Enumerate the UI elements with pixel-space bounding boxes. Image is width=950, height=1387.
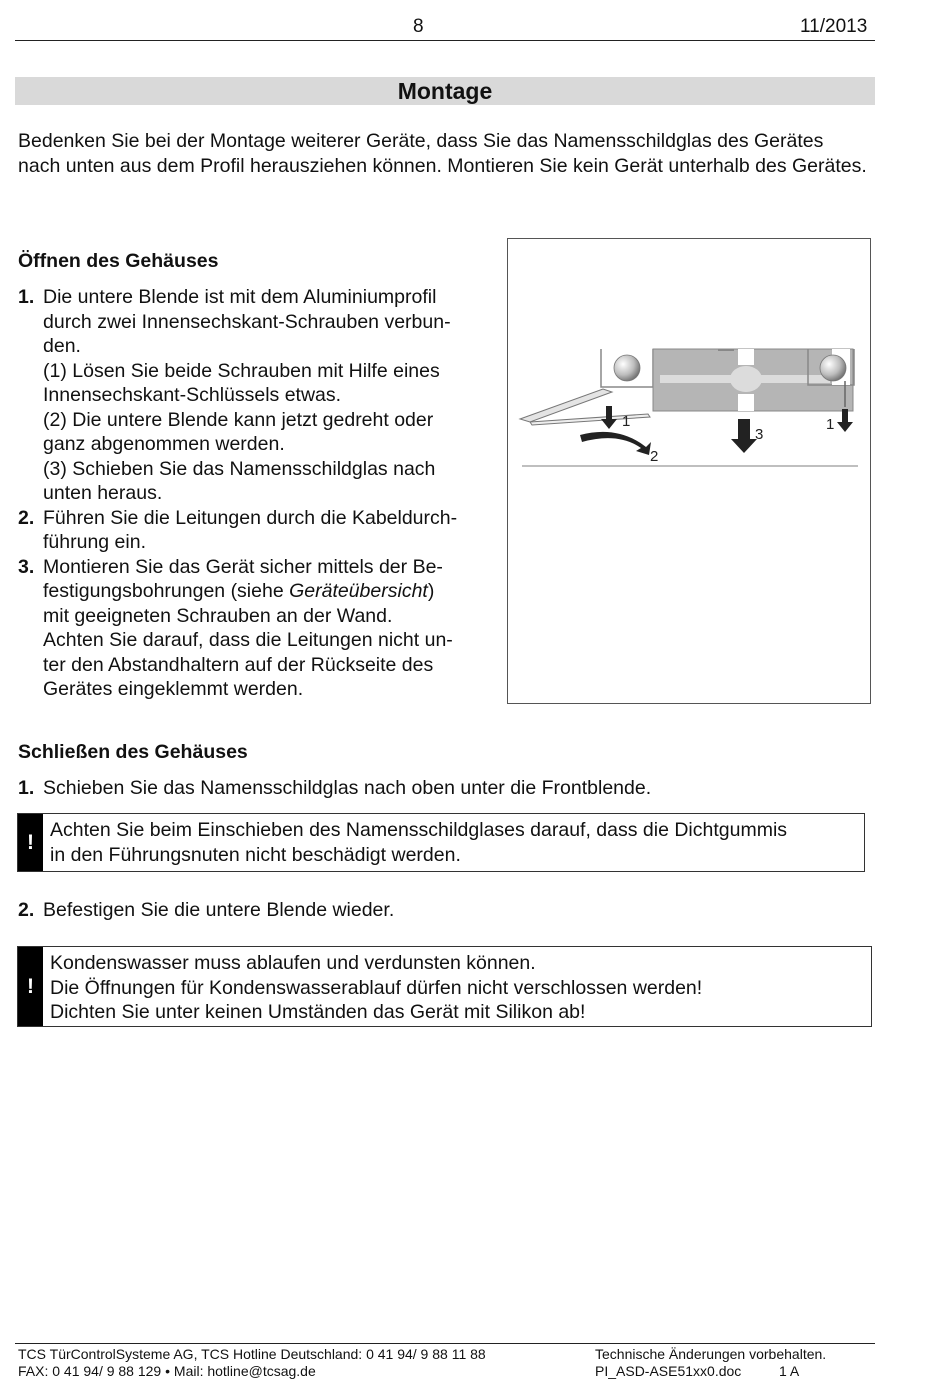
text-line: ganz abgenommen werden. [43, 433, 285, 455]
intro-paragraph: Bedenken Sie bei der Montage weiterer Geräte, dass Sie das Namensschildglas des Gerätes nach unten aus dem Profil herausziehen können. Montieren Sie kein Gerät unterhalb des Gerätes. [18, 130, 867, 177]
label-step-1: 1 [622, 413, 631, 430]
step-text: Befestigen Sie die untere Blende wieder. [43, 899, 395, 921]
text-line: Gerätes eingeklemmt werden. [43, 678, 304, 700]
step-text: Schieben Sie das Namensschildglas nach oben unter die Frontblende. [43, 777, 652, 799]
header-rule [15, 40, 875, 41]
text-line: Dichten Sie unter keinen Umständen das Gerät mit Silikon ab! [50, 1001, 586, 1023]
cross-reference: Geräteübersicht [289, 580, 428, 602]
step-number: 3. [18, 555, 35, 578]
text-line [43, 579, 503, 604]
document-date: 11/2013 [800, 16, 868, 37]
screw-right [820, 355, 846, 381]
footer-disclaimer: Technische Änderungen vorbehalten. [595, 1346, 827, 1362]
text-line: Montieren Sie das Gerät sicher mittels der Be- [43, 555, 443, 578]
step-number: 2. [18, 506, 35, 529]
text-line: Achten Sie beim Einschieben des Namensschildglases darauf, dass die Dichtgummis [50, 819, 788, 841]
text-line: (3) Schieben Sie das Namensschildglas nach [43, 457, 436, 480]
text-line: Achten Sie darauf, dass die Leitungen nicht un- [43, 629, 453, 651]
text-run: festigungsbohrungen (siehe [43, 580, 290, 602]
step-text [43, 555, 503, 702]
screw-left [614, 355, 640, 381]
arrow-down-icon [731, 419, 757, 453]
label-step-3: 3 [755, 426, 764, 443]
close-step-2 [18, 898, 868, 923]
footer-document-name: PI_ASD-ASE51xx0.doc [595, 1363, 742, 1379]
close-step-1 [18, 776, 868, 801]
close-housing-heading: Schließen des Gehäuses [18, 741, 248, 763]
housing-diagram-frame [507, 238, 871, 704]
housing-diagram [508, 239, 870, 703]
step-text [43, 285, 503, 506]
step-text [43, 506, 503, 555]
list-item [18, 285, 503, 506]
text-line: mit geeigneten Schrauben an der Wand. [43, 604, 393, 627]
text-run: ) [427, 580, 435, 602]
note-text [43, 947, 710, 1026]
note-text [43, 814, 795, 871]
step-number: 1. [18, 286, 35, 308]
list-item [18, 506, 503, 555]
text-line: Führen Sie die Leitungen durch die Kabeldurch- [43, 506, 458, 529]
text-line: ter den Abstandhaltern auf der Rückseite des [43, 653, 434, 676]
text-line: Die Öffnungen für Kondenswasserablauf dürfen nicht verschlossen werden! [50, 976, 703, 999]
label-step-2: 2 [650, 448, 659, 465]
text-line: Die untere Blende ist mit dem Aluminiumprofil [43, 286, 437, 308]
step-number: 2. [18, 899, 35, 921]
warning-icon: ! [18, 947, 43, 1026]
footer-company: TCS TürControlSysteme AG, TCS Hotline Deutschland: 0 41 94/ 9 88 11 88 [18, 1346, 486, 1362]
open-housing-steps [18, 285, 503, 702]
text-line: (1) Lösen Sie beide Schrauben mit Hilfe eines [43, 359, 440, 382]
rotate-arrow-icon [580, 432, 651, 455]
aluminium-profile [601, 349, 854, 411]
warning-icon: ! [18, 814, 43, 871]
text-line: (2) Die untere Blende kann jetzt gedreht oder [43, 408, 434, 431]
list-item [18, 555, 503, 702]
footer-rule [15, 1343, 875, 1344]
text-line: den. [43, 335, 81, 357]
text-line: führung ein. [43, 531, 146, 553]
warning-note-seals [17, 813, 865, 872]
section-title: Montage [397, 78, 493, 104]
text-line: durch zwei Innensechskant-Schrauben verbun- [43, 310, 451, 333]
arrow-down-icon [837, 409, 853, 432]
page-number: 8 [413, 16, 424, 37]
footer-contact: FAX: 0 41 94/ 9 88 129 • Mail: hotline@tcsag.de [18, 1363, 316, 1379]
text-line: in den Führungsnuten nicht beschädigt werden. [50, 843, 461, 866]
open-housing-heading: Öffnen des Gehäuses [18, 250, 219, 272]
text-line: unten heraus. [43, 482, 163, 504]
text-line: Innensechskant-Schlüssels etwas. [43, 384, 342, 406]
label-step-1-right: 1 [826, 416, 835, 433]
footer-revision: 1 A [779, 1363, 800, 1379]
warning-note-condensation [17, 946, 872, 1027]
text-line: Kondenswasser muss ablaufen und verdunsten können. [50, 952, 536, 974]
step-number: 1. [18, 777, 35, 799]
